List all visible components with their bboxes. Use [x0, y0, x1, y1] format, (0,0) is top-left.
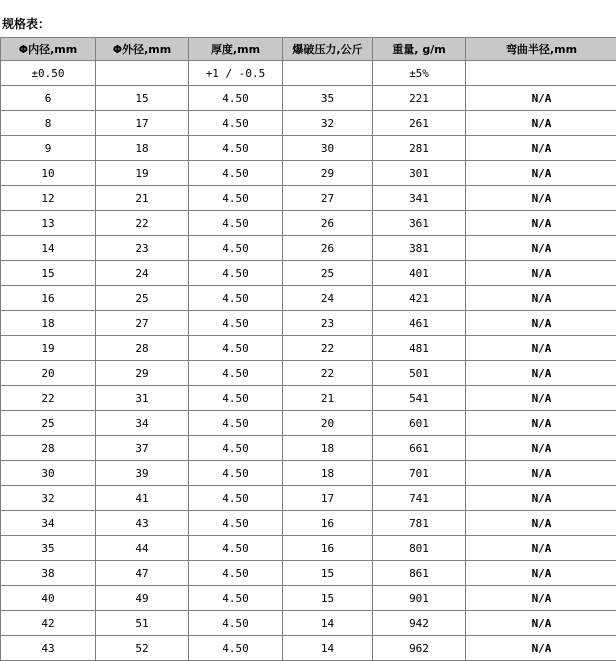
cell-burst-pressure: 23	[283, 311, 373, 336]
cell-weight: 861	[373, 561, 466, 586]
cell-thickness: 4.50	[189, 561, 283, 586]
cell-inner-diameter: 9	[1, 136, 96, 161]
cell-inner-diameter: 35	[1, 536, 96, 561]
cell-weight: 962	[373, 636, 466, 661]
cell-outer-diameter: 24	[96, 261, 189, 286]
cell-weight: 341	[373, 186, 466, 211]
cell-outer-diameter: 25	[96, 286, 189, 311]
cell-bend-radius: N/A	[466, 111, 616, 136]
cell-bend-radius: N/A	[466, 186, 616, 211]
cell-outer-diameter: 28	[96, 336, 189, 361]
cell-bend-radius: N/A	[466, 86, 616, 111]
table-row	[1, 611, 616, 636]
cell-burst-pressure: 18	[283, 436, 373, 461]
cell-thickness: 4.50	[189, 586, 283, 611]
cell-burst-pressure: 26	[283, 236, 373, 261]
cell-thickness: 4.50	[189, 436, 283, 461]
tolerance-outer-diameter	[96, 61, 189, 86]
cell-burst-pressure: 25	[283, 261, 373, 286]
table-row	[1, 161, 616, 186]
cell-outer-diameter: 18	[96, 136, 189, 161]
cell-thickness: 4.50	[189, 361, 283, 386]
cell-inner-diameter: 13	[1, 211, 96, 236]
cell-bend-radius: N/A	[466, 411, 616, 436]
table-row	[1, 561, 616, 586]
cell-weight: 781	[373, 511, 466, 536]
cell-bend-radius: N/A	[466, 261, 616, 286]
cell-bend-radius: N/A	[466, 336, 616, 361]
cell-burst-pressure: 22	[283, 336, 373, 361]
tolerance-thickness: +1 / -0.5	[189, 61, 283, 86]
cell-thickness: 4.50	[189, 186, 283, 211]
header-outer-diameter: Φ外径,mm	[96, 38, 189, 61]
cell-inner-diameter: 30	[1, 461, 96, 486]
cell-inner-diameter: 14	[1, 236, 96, 261]
cell-weight: 942	[373, 611, 466, 636]
cell-bend-radius: N/A	[466, 361, 616, 386]
cell-outer-diameter: 17	[96, 111, 189, 136]
table-row	[1, 486, 616, 511]
cell-bend-radius: N/A	[466, 636, 616, 661]
cell-burst-pressure: 18	[283, 461, 373, 486]
table-row	[1, 386, 616, 411]
cell-burst-pressure: 15	[283, 561, 373, 586]
cell-weight: 261	[373, 111, 466, 136]
header-weight: 重量, g/m	[373, 38, 466, 61]
cell-outer-diameter: 39	[96, 461, 189, 486]
table-row	[1, 411, 616, 436]
cell-burst-pressure: 16	[283, 511, 373, 536]
cell-bend-radius: N/A	[466, 236, 616, 261]
cell-outer-diameter: 47	[96, 561, 189, 586]
cell-weight: 481	[373, 336, 466, 361]
cell-thickness: 4.50	[189, 286, 283, 311]
cell-burst-pressure: 27	[283, 186, 373, 211]
cell-thickness: 4.50	[189, 136, 283, 161]
cell-burst-pressure: 16	[283, 536, 373, 561]
cell-thickness: 4.50	[189, 511, 283, 536]
table-row	[1, 361, 616, 386]
table-row	[1, 211, 616, 236]
cell-thickness: 4.50	[189, 261, 283, 286]
cell-outer-diameter: 52	[96, 636, 189, 661]
tolerance-inner-diameter: ±0.50	[1, 61, 96, 86]
cell-bend-radius: N/A	[466, 586, 616, 611]
table-row	[1, 336, 616, 361]
cell-burst-pressure: 32	[283, 111, 373, 136]
table-row	[1, 461, 616, 486]
cell-weight: 461	[373, 311, 466, 336]
cell-weight: 221	[373, 86, 466, 111]
cell-inner-diameter: 18	[1, 311, 96, 336]
spec-table	[0, 37, 616, 661]
cell-inner-diameter: 38	[1, 561, 96, 586]
cell-bend-radius: N/A	[466, 311, 616, 336]
cell-bend-radius: N/A	[466, 486, 616, 511]
table-row	[1, 186, 616, 211]
cell-bend-radius: N/A	[466, 611, 616, 636]
cell-outer-diameter: 44	[96, 536, 189, 561]
cell-inner-diameter: 20	[1, 361, 96, 386]
cell-outer-diameter: 41	[96, 486, 189, 511]
page-title: 规格表：	[2, 17, 50, 31]
table-row	[1, 136, 616, 161]
cell-weight: 401	[373, 261, 466, 286]
table-row	[1, 536, 616, 561]
cell-burst-pressure: 24	[283, 286, 373, 311]
table-row	[1, 261, 616, 286]
table-row	[1, 286, 616, 311]
cell-weight: 281	[373, 136, 466, 161]
table-row	[1, 586, 616, 611]
cell-bend-radius: N/A	[466, 136, 616, 161]
cell-thickness: 4.50	[189, 411, 283, 436]
cell-burst-pressure: 30	[283, 136, 373, 161]
cell-inner-diameter: 22	[1, 386, 96, 411]
table-row	[1, 86, 616, 111]
cell-thickness: 4.50	[189, 111, 283, 136]
cell-thickness: 4.50	[189, 236, 283, 261]
table-row	[1, 436, 616, 461]
tolerance-row	[1, 61, 616, 86]
cell-burst-pressure: 17	[283, 486, 373, 511]
cell-burst-pressure: 15	[283, 586, 373, 611]
cell-burst-pressure: 21	[283, 386, 373, 411]
header-bend-radius: 弯曲半径,mm	[466, 38, 616, 61]
cell-bend-radius: N/A	[466, 386, 616, 411]
cell-burst-pressure: 29	[283, 161, 373, 186]
cell-burst-pressure: 26	[283, 211, 373, 236]
header-thickness: 厚度,mm	[189, 38, 283, 61]
cell-inner-diameter: 6	[1, 86, 96, 111]
cell-inner-diameter: 16	[1, 286, 96, 311]
cell-bend-radius: N/A	[466, 561, 616, 586]
cell-weight: 741	[373, 486, 466, 511]
cell-inner-diameter: 8	[1, 111, 96, 136]
cell-inner-diameter: 19	[1, 336, 96, 361]
cell-weight: 301	[373, 161, 466, 186]
cell-thickness: 4.50	[189, 636, 283, 661]
cell-weight: 901	[373, 586, 466, 611]
header-burst-pressure: 爆破压力,公斤	[283, 38, 373, 61]
cell-outer-diameter: 22	[96, 211, 189, 236]
cell-weight: 501	[373, 361, 466, 386]
cell-burst-pressure: 35	[283, 86, 373, 111]
cell-weight: 701	[373, 461, 466, 486]
tolerance-burst-pressure	[283, 61, 373, 86]
cell-inner-diameter: 25	[1, 411, 96, 436]
cell-inner-diameter: 43	[1, 636, 96, 661]
cell-weight: 361	[373, 211, 466, 236]
cell-thickness: 4.50	[189, 611, 283, 636]
cell-thickness: 4.50	[189, 311, 283, 336]
cell-thickness: 4.50	[189, 461, 283, 486]
cell-bend-radius: N/A	[466, 161, 616, 186]
cell-outer-diameter: 37	[96, 436, 189, 461]
cell-weight: 601	[373, 411, 466, 436]
cell-bend-radius: N/A	[466, 511, 616, 536]
cell-thickness: 4.50	[189, 86, 283, 111]
cell-inner-diameter: 40	[1, 586, 96, 611]
cell-weight: 421	[373, 286, 466, 311]
cell-outer-diameter: 29	[96, 361, 189, 386]
cell-weight: 541	[373, 386, 466, 411]
tolerance-weight: ±5%	[373, 61, 466, 86]
cell-outer-diameter: 15	[96, 86, 189, 111]
cell-bend-radius: N/A	[466, 536, 616, 561]
cell-inner-diameter: 32	[1, 486, 96, 511]
cell-bend-radius: N/A	[466, 436, 616, 461]
cell-outer-diameter: 43	[96, 511, 189, 536]
table-row	[1, 236, 616, 261]
cell-outer-diameter: 34	[96, 411, 189, 436]
cell-thickness: 4.50	[189, 486, 283, 511]
cell-burst-pressure: 22	[283, 361, 373, 386]
cell-burst-pressure: 20	[283, 411, 373, 436]
table-row	[1, 511, 616, 536]
cell-burst-pressure: 14	[283, 611, 373, 636]
cell-bend-radius: N/A	[466, 211, 616, 236]
cell-outer-diameter: 51	[96, 611, 189, 636]
cell-thickness: 4.50	[189, 336, 283, 361]
cell-inner-diameter: 42	[1, 611, 96, 636]
cell-inner-diameter: 10	[1, 161, 96, 186]
cell-inner-diameter: 12	[1, 186, 96, 211]
tolerance-bend-radius	[466, 61, 616, 86]
cell-thickness: 4.50	[189, 161, 283, 186]
cell-weight: 381	[373, 236, 466, 261]
table-row	[1, 636, 616, 661]
cell-outer-diameter: 31	[96, 386, 189, 411]
header-inner-diameter: Φ内径,mm	[1, 38, 96, 61]
cell-thickness: 4.50	[189, 536, 283, 561]
cell-burst-pressure: 14	[283, 636, 373, 661]
cell-inner-diameter: 28	[1, 436, 96, 461]
cell-weight: 661	[373, 436, 466, 461]
table-row	[1, 111, 616, 136]
cell-outer-diameter: 19	[96, 161, 189, 186]
cell-inner-diameter: 15	[1, 261, 96, 286]
cell-outer-diameter: 23	[96, 236, 189, 261]
cell-thickness: 4.50	[189, 211, 283, 236]
cell-outer-diameter: 49	[96, 586, 189, 611]
cell-bend-radius: N/A	[466, 461, 616, 486]
cell-inner-diameter: 34	[1, 511, 96, 536]
cell-weight: 801	[373, 536, 466, 561]
cell-outer-diameter: 21	[96, 186, 189, 211]
cell-outer-diameter: 27	[96, 311, 189, 336]
cell-bend-radius: N/A	[466, 286, 616, 311]
table-row	[1, 311, 616, 336]
cell-thickness: 4.50	[189, 386, 283, 411]
header-row	[1, 38, 616, 61]
